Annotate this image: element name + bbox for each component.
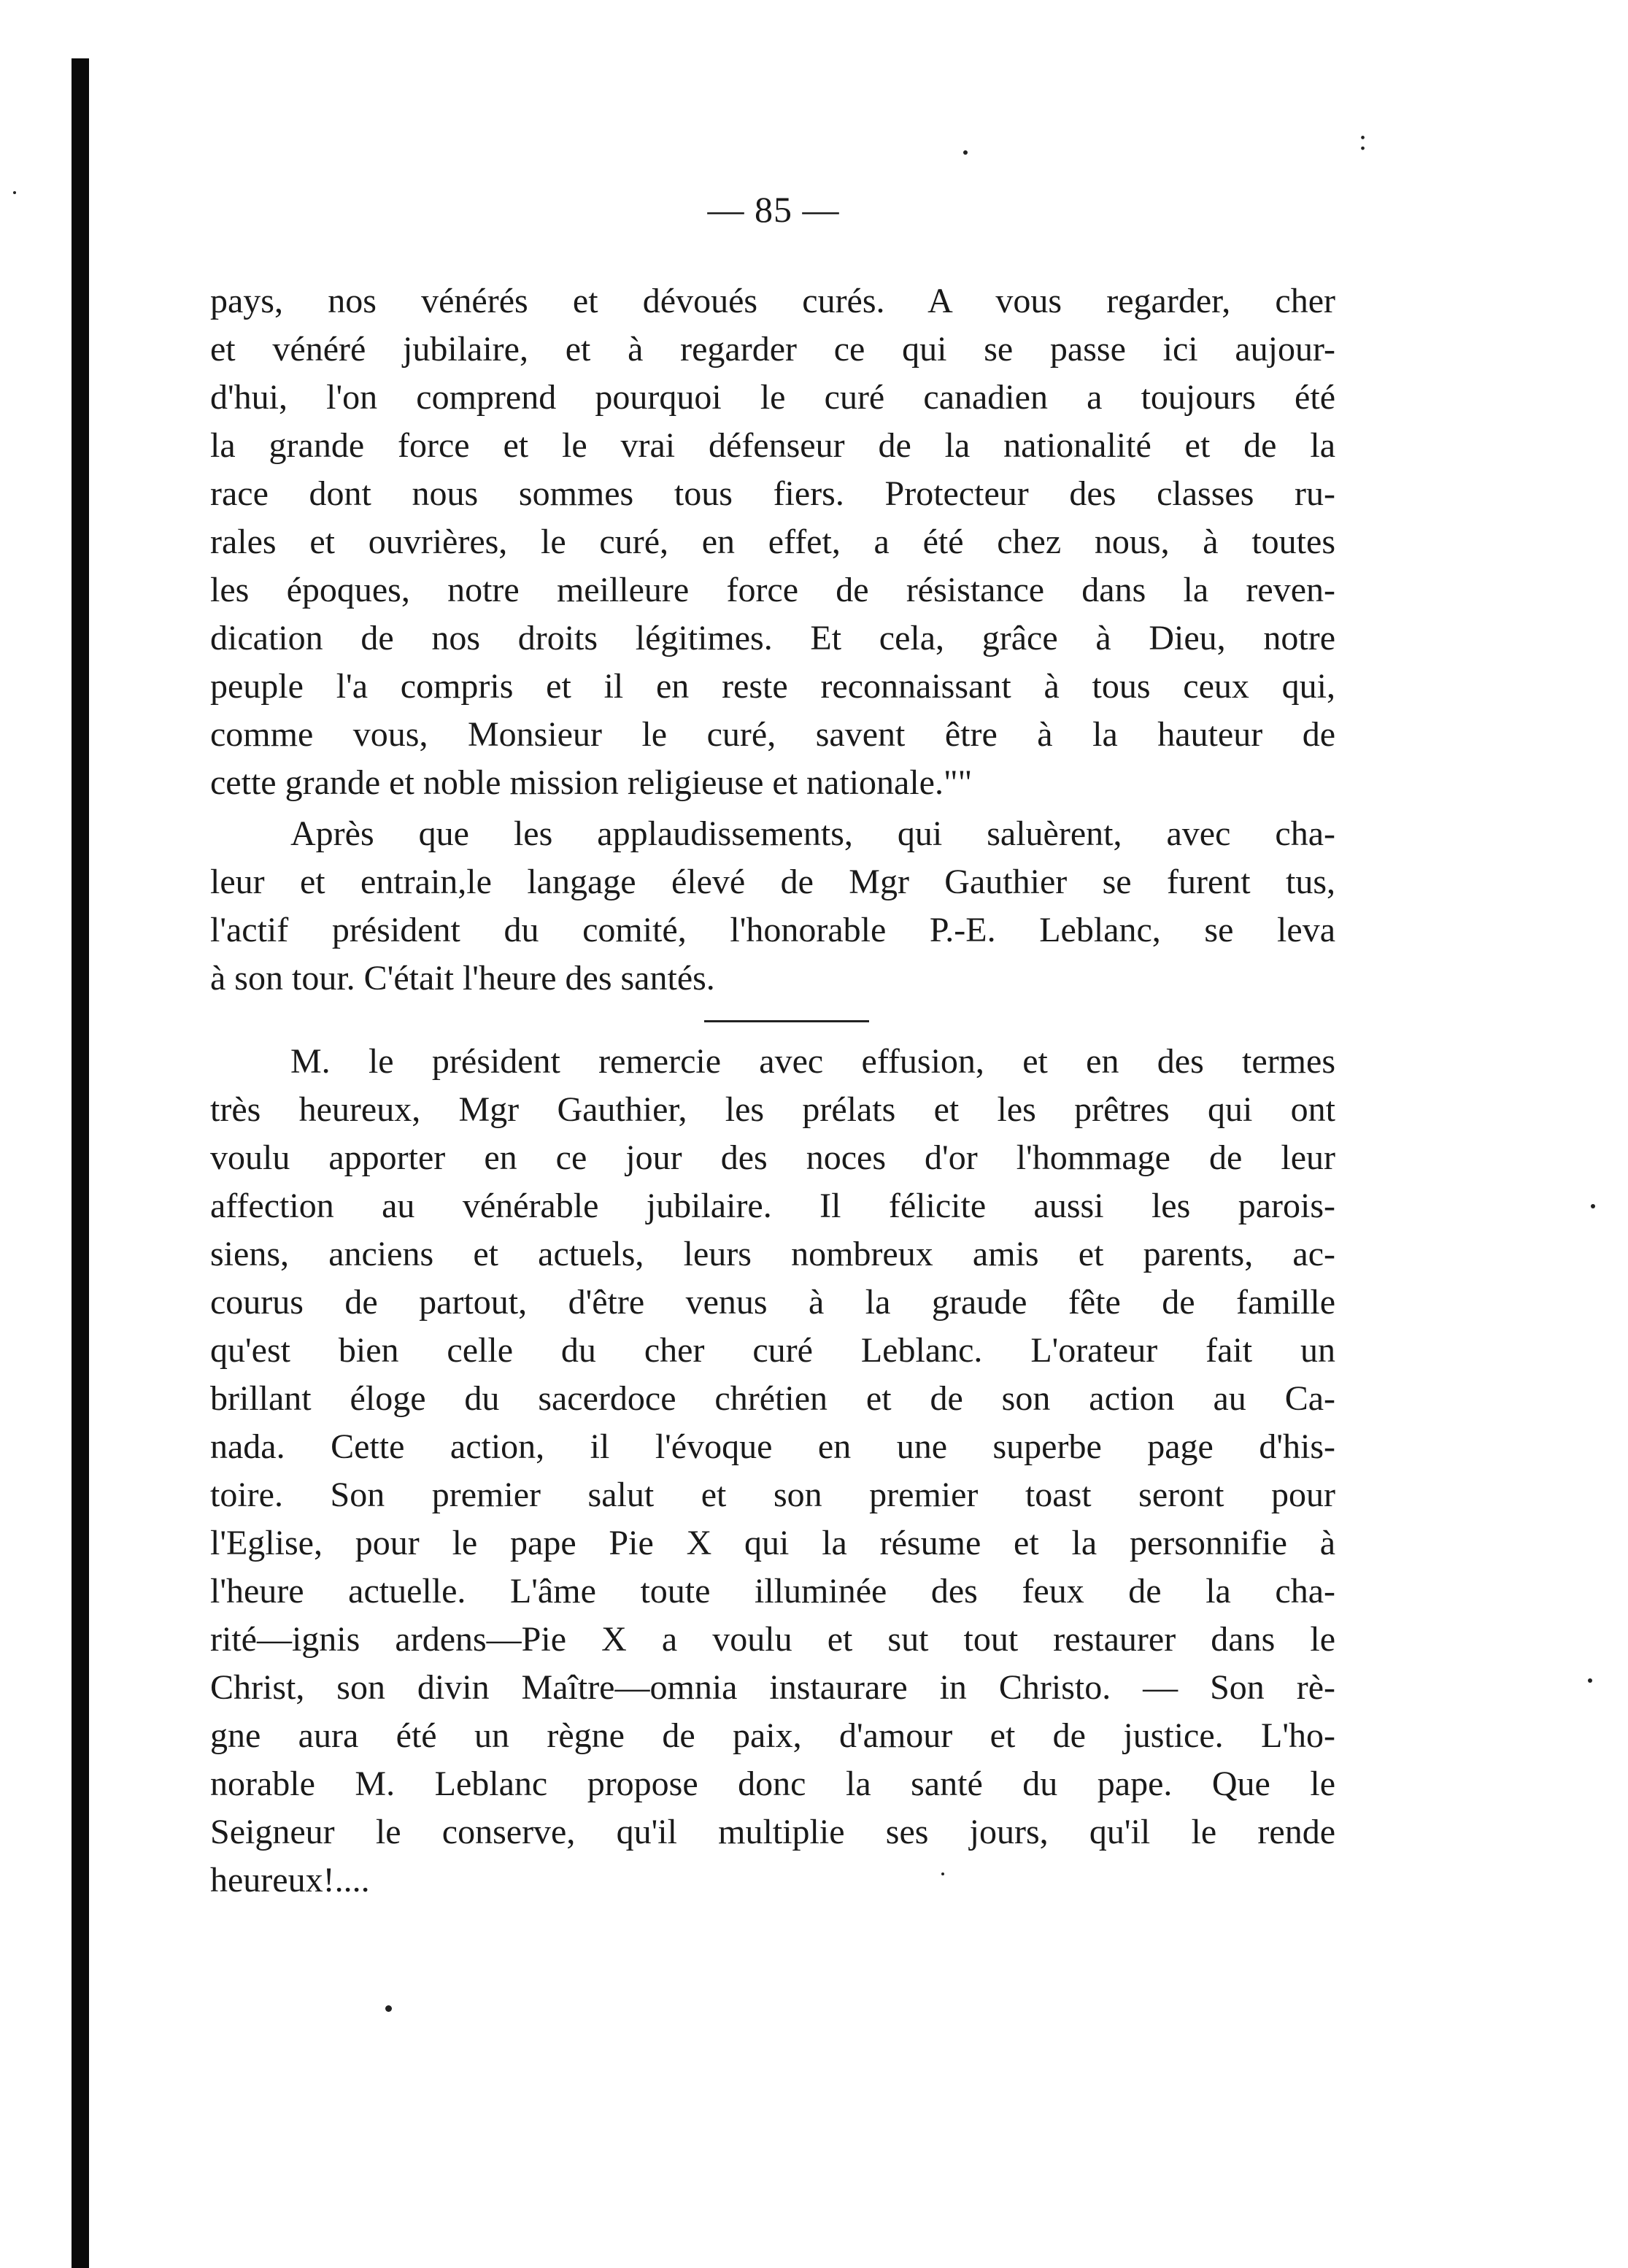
text-line: l'heure actuelle. L'âme toute illuminée des feux de la cha- [210, 1572, 1335, 1611]
page-number: — 85 — [707, 189, 840, 230]
text-line: peuple l'a compris et il en reste reconnaissant à tous ceux qui, [210, 667, 1335, 706]
paragraph [210, 277, 1335, 807]
text-line: d'hui, l'on comprend pourquoi le curé canadien a toujours été [210, 378, 1335, 417]
text-line: brillant éloge du sacerdoce chrétien et de son action au Ca- [210, 1379, 1335, 1418]
text-line: norable M. Leblanc propose donc la santé du pape. Que le [210, 1764, 1335, 1803]
speck [1591, 1204, 1595, 1208]
text-line: race dont nous sommes tous fiers. Protecteur des classes ru- [210, 474, 1335, 513]
text-line: nada. Cette action, il l'évoque en une superbe page d'his- [210, 1427, 1335, 1466]
text-line: heureux!.... [210, 1861, 370, 1899]
text-line: l'Eglise, pour le pape Pie X qui la résume et la personnifie à [210, 1524, 1335, 1562]
text-line: et vénéré jubilaire, et à regarder ce qui se passe ici aujour- [210, 330, 1335, 369]
text-line: leur et entrain,le langage élevé de Mgr Gauthier se furent tus, [210, 863, 1335, 901]
text-line: voulu apporter en ce jour des noces d'or l'hommage de leur [210, 1138, 1335, 1177]
page-binding-edge [72, 58, 89, 2268]
margin-mark: : [1359, 123, 1367, 156]
text-line: comme vous, Monsieur le curé, savent être à la hauteur de [210, 715, 1335, 754]
text-line: qu'est bien celle du cher curé Leblanc. L'orateur fait un [210, 1331, 1335, 1370]
text-line: les époques, notre meilleure force de résistance dans la reven- [210, 571, 1335, 609]
paragraph [210, 1038, 1335, 1905]
text-line: affection au vénérable jubilaire. Il félicite aussi les parois- [210, 1187, 1335, 1225]
text-line: rales et ouvrières, le curé, en effet, a été chez nous, à toutes [210, 522, 1335, 561]
text-line: M. le président remercie avec effusion, et en des termes [290, 1042, 1335, 1081]
text-line: rité—ignis ardens—Pie X a voulu et sut tout restaurer dans le [210, 1620, 1335, 1659]
speck [385, 2005, 392, 2012]
text-line: dication de nos droits légitimes. Et cela, grâce à Dieu, notre [210, 619, 1335, 657]
text-line: toire. Son premier salut et son premier toast seront pour [210, 1476, 1335, 1514]
text-line: pays, nos vénérés et dévoués curés. A vous regarder, cher [210, 282, 1335, 320]
section-divider [704, 1020, 869, 1022]
text-line: Christ, son divin Maître—omnia instaurare in Christo. — Son rè- [210, 1668, 1335, 1707]
speck [1588, 1678, 1592, 1683]
text-line: très heureux, Mgr Gauthier, les prélats et les prêtres qui ont [210, 1090, 1335, 1129]
speck [963, 150, 968, 155]
text-line: à son tour. C'était l'heure des santés. [210, 959, 715, 998]
text-line: gne aura été un règne de paix, d'amour et de justice. L'ho- [210, 1716, 1335, 1755]
paragraph [210, 810, 1335, 1003]
text-line: Seigneur le conserve, qu'il multiplie ses jours, qu'il le rende [210, 1813, 1335, 1851]
text-line: siens, anciens et actuels, leurs nombreux amis et parents, ac- [210, 1235, 1335, 1273]
text-line: l'actif président du comité, l'honorable P.-E. Leblanc, se leva [210, 911, 1335, 949]
text-line: courus de partout, d'être venus à la graude fête de famille [210, 1283, 1335, 1322]
text-line: la grande force et le vrai défenseur de la nationalité et de la [210, 426, 1335, 465]
text-line: cette grande et noble mission religieuse et nationale."" [210, 763, 973, 802]
text-line: Après que les applaudissements, qui saluèrent, avec cha- [290, 814, 1335, 853]
